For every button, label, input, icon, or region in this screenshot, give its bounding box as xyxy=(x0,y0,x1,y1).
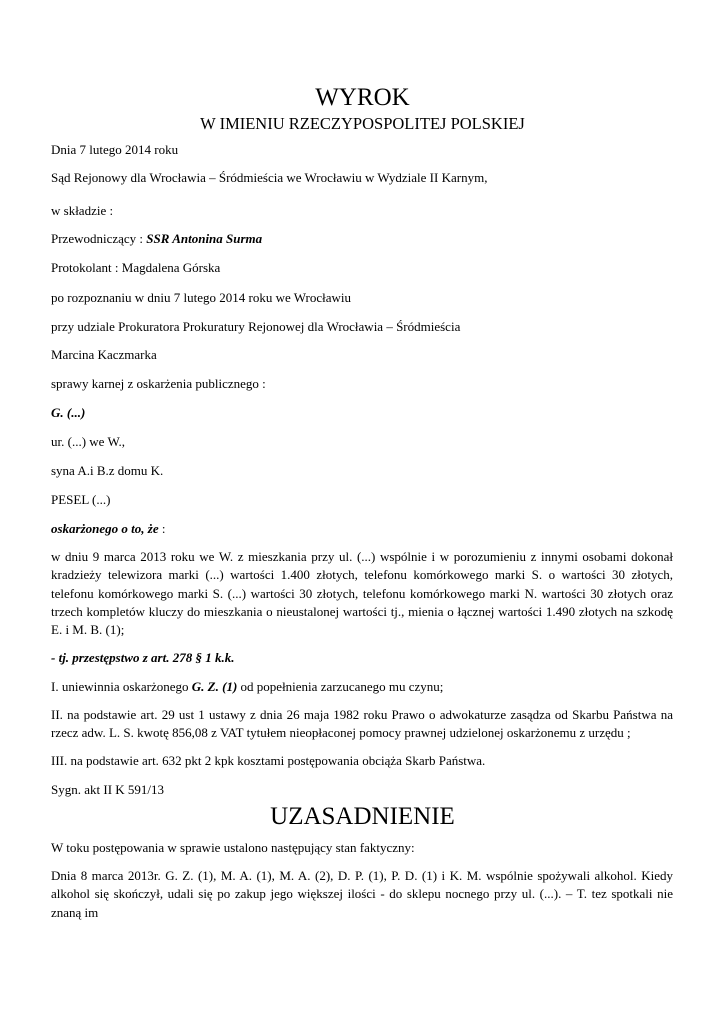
charge-description: w dniu 9 marca 2013 roku we W. z mieszkania przy ul. (...) wspólnie i w porozumieniu z innymi osobami dokonał kradzieży telewizora marki (...) wartości 1.400 złotych, telefonu komórkowego marki S. o wartości 30 złotych, telefonu komórkowego marki S. (...) wartości 30 złotych, telefonu komórkowego marki N. wartości 30 złotych oraz trzech kompletów kluczy do mieszkania o nieustalonej wartości tj., mienia o łącznej wartości 1.490 złotych na szkodę E. i M. B. (1); xyxy=(51,549,673,638)
document-title: WYROK xyxy=(315,84,410,111)
defendant-name: G. (...) xyxy=(51,405,86,420)
justification-intro: W toku postępowania w sprawie ustalono następujący stan faktyczny: xyxy=(51,840,415,855)
prosecutor-name: Marcina Kaczmarka xyxy=(51,347,157,362)
charge-label-suffix: : xyxy=(158,521,166,536)
case-number: Sygn. akt II K 591/13 xyxy=(51,782,165,797)
document-subtitle: W IMIENIU RZECZYPOSPOLITEJ POLSKIEJ xyxy=(200,114,525,133)
defendant-pesel: PESEL (...) xyxy=(51,492,111,507)
verdict-item-2: II. na podstawie art. 29 ust 1 ustawy z dnia 26 maja 1982 roku Prawo o adwokaturze zasądza od Skarbu Państwa na rzecz adw. L. S. kwotę 856,08 z VAT tytułem nieopłaconej pomocy prawnej udzielonej oskarżonemu z urzędu ; xyxy=(51,707,673,741)
charge-label-text: oskarżonego o to, że xyxy=(51,521,159,536)
prosecutor-office: przy udziale Prokuratora Prokuratury Rejonowej dla Wrocławia – Śródmieścia xyxy=(51,319,461,334)
hearing-info: po rozpoznaniu w dniu 7 lutego 2014 roku we Wrocławiu xyxy=(51,290,351,305)
court-name: Sąd Rejonowy dla Wrocławia – Śródmieścia we Wrocławiu w Wydziale II Karnym, xyxy=(51,170,488,185)
composition-label: w składzie : xyxy=(51,203,114,218)
presiding-judge-name: SSR Antonina Surma xyxy=(146,231,263,246)
verdict-item-1 xyxy=(51,678,443,695)
justification-heading: UZASADNIENIE xyxy=(270,803,455,830)
defendant-parents: syna A.i B.z domu K. xyxy=(51,463,164,478)
case-type: sprawy karnej z oskarżenia publicznego : xyxy=(51,376,266,391)
presiding-judge-label: Przewodniczący : xyxy=(51,231,147,246)
verdict-item-1-prefix: I. uniewinnia oskarżonego xyxy=(51,679,192,694)
court-clerk: Protokolant : Magdalena Górska xyxy=(51,260,221,275)
verdict-item-1-defendant: G. Z. (1) xyxy=(191,679,238,694)
charge-article: - tj. przestępstwo z art. 278 § 1 k.k. xyxy=(51,650,235,665)
presiding-judge xyxy=(51,230,262,247)
verdict-item-1-suffix: od popełnienia zarzucanego mu czynu; xyxy=(237,679,444,694)
verdict-item-3: III. na podstawie art. 632 pkt 2 kpk kosztami postępowania obciąża Skarb Państwa. xyxy=(51,753,486,768)
judgment-date: Dnia 7 lutego 2014 roku xyxy=(51,142,179,157)
charge-label xyxy=(51,520,166,537)
justification-paragraph: Dnia 8 marca 2013r. G. Z. (1), M. A. (1), M. A. (2), D. P. (1), P. D. (1) i K. M. wspólnie spożywali alkohol. Kiedy alkohol się skończył, udali się po zakup jego większej ilości - do sklepu nocnego przy ul. (...). – T. tez spotkali nie znaną im xyxy=(51,868,673,920)
defendant-birth: ur. (...) we W., xyxy=(51,434,126,449)
